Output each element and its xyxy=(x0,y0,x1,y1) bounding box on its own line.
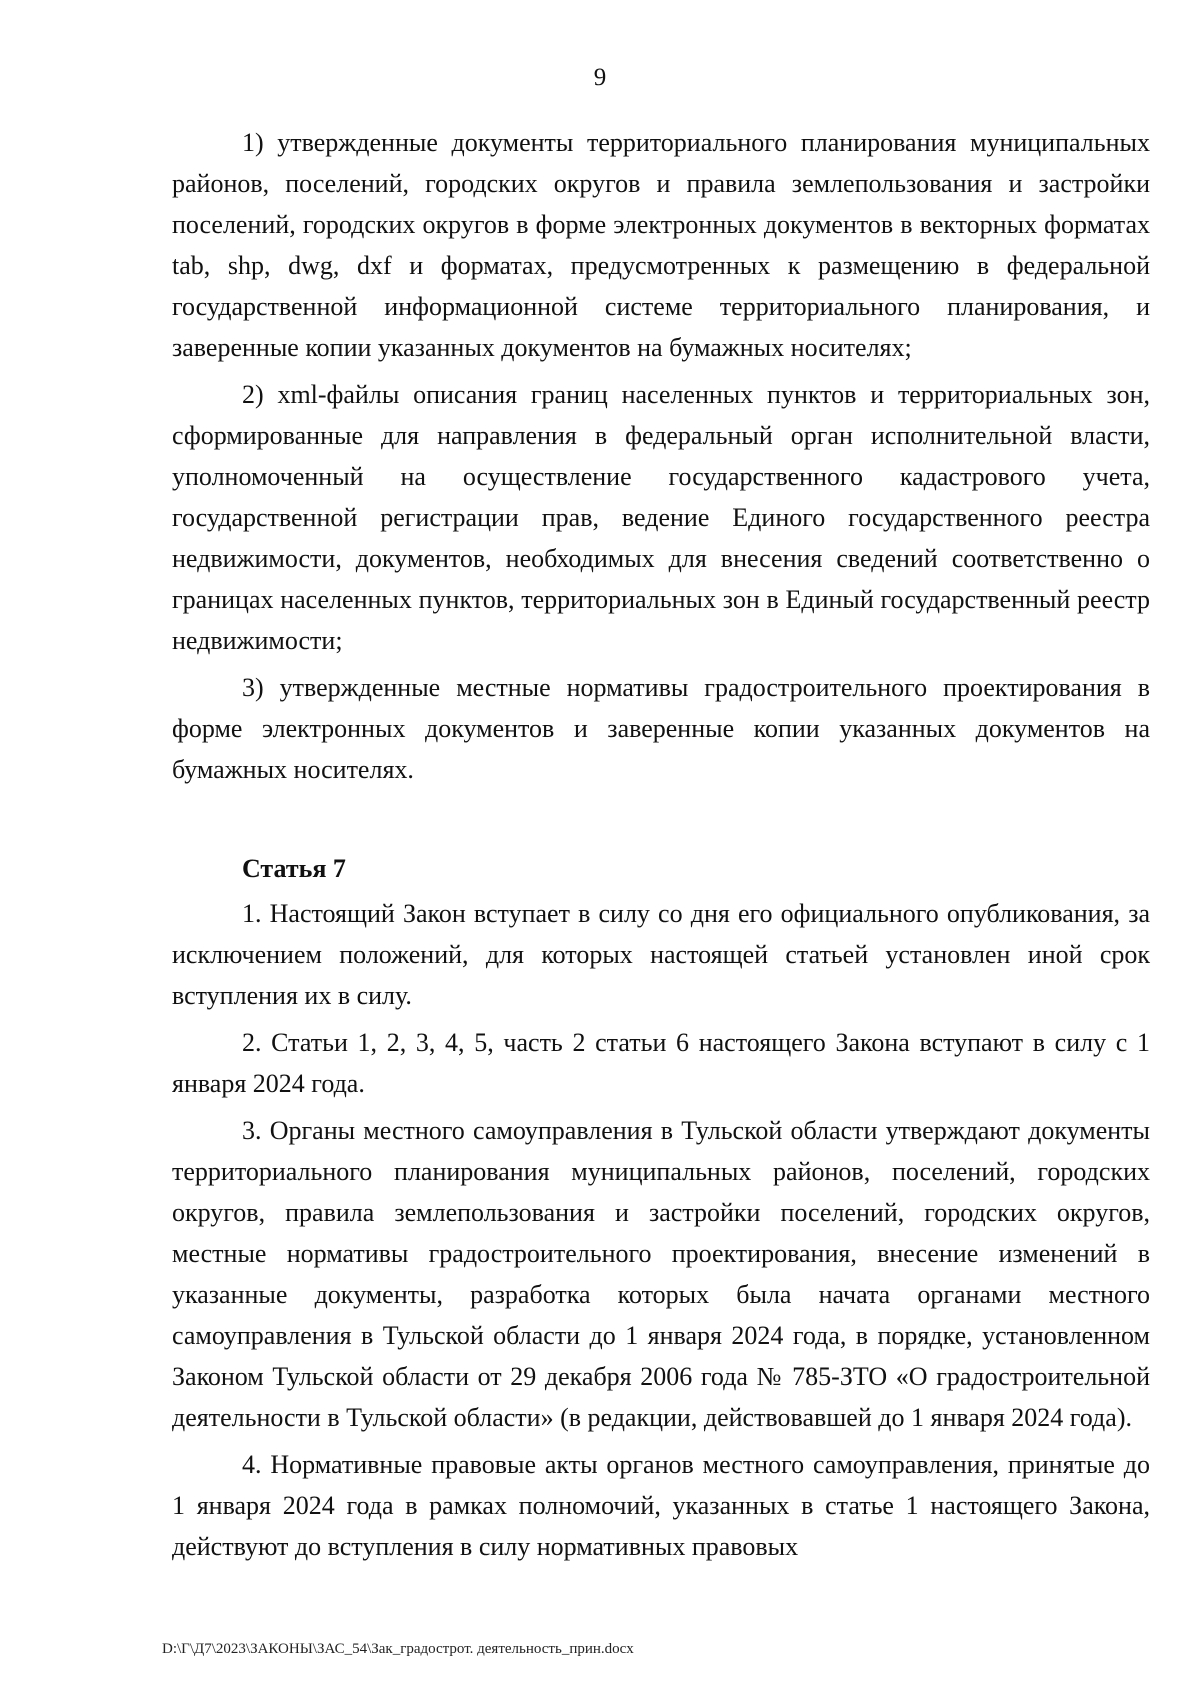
article-paragraph-2: 2. Статьи 1, 2, 3, 4, 5, часть 2 статьи 6 настоящего Закона вступают в силу с 1 января 2024 года. xyxy=(172,1028,1150,1098)
article-paragraph-1: 1. Настоящий Закон вступает в силу со дня его официального опубликования, за исключением положений, для которых настоящей статьей установлен иной срок вступления их в силу. xyxy=(172,899,1150,1010)
article-paragraph-3: 3. Органы местного самоуправления в Тульской области утверждают документы территориального планирования муниципальных районов, поселений, городских округов, правила землепользования и застройки поселений, городских округов, местные нормативы градостроительного проектирования, внесение изменений в указанные документы, разработка которых была начата органами местного самоуправления в Тульской области до 1 января 2024 года, в порядке, установленном Законом Тульской области от 29 декабря 2006 года № 785-ЗТО «О градостроительной деятельности в Тульской области» (в редакции, действовавшей до 1 января 2024 года). xyxy=(172,1116,1150,1432)
page-number: 9 xyxy=(593,64,607,91)
footer-file-path: D:\Г\Д7\2023\ЗАКОНЫ\ЗАС_54\Зак_градострот. деятельность_прин.docx xyxy=(162,1641,634,1657)
list-item-2: 2) xml-файлы описания границ населенных пунктов и территориальных зон, сформированные для направления в федеральный орган исполнительной власти, уполномоченный на осуществление государственного кадастрового учета, государственной регистрации прав, ведение Единого государственного реестра недвижимости, документов, необходимых для внесения сведений соответственно о границах населенных пунктов, территориальных зон в Единый государственный реестр недвижимости; xyxy=(172,380,1150,655)
article-heading: Статья 7 xyxy=(242,854,346,883)
list-item-1: 1) утвержденные документы территориального планирования муниципальных районов, поселений, городских округов и правила землепользования и застройки поселений, городских округов в форме электронных документов в векторных форматах tab, shp, dwg, dxf и форматах, предусмотренных к размещению в федеральной государственной информационной системе территориального планирования, и заверенные копии указанных документов на бумажных носителях; xyxy=(172,128,1150,362)
list-item-3: 3) утвержденные местные нормативы градостроительного проектирования в форме электронных документов и заверенные копии указанных документов на бумажных носителях. xyxy=(172,673,1150,784)
article-paragraph-4: 4. Нормативные правовые акты органов местного самоуправления, принятые до 1 января 2024 года в рамках полномочий, указанных в статье 1 настоящего Закона, действуют до вступления в силу нормативных правовых xyxy=(172,1450,1150,1561)
document-body xyxy=(172,122,1150,1573)
